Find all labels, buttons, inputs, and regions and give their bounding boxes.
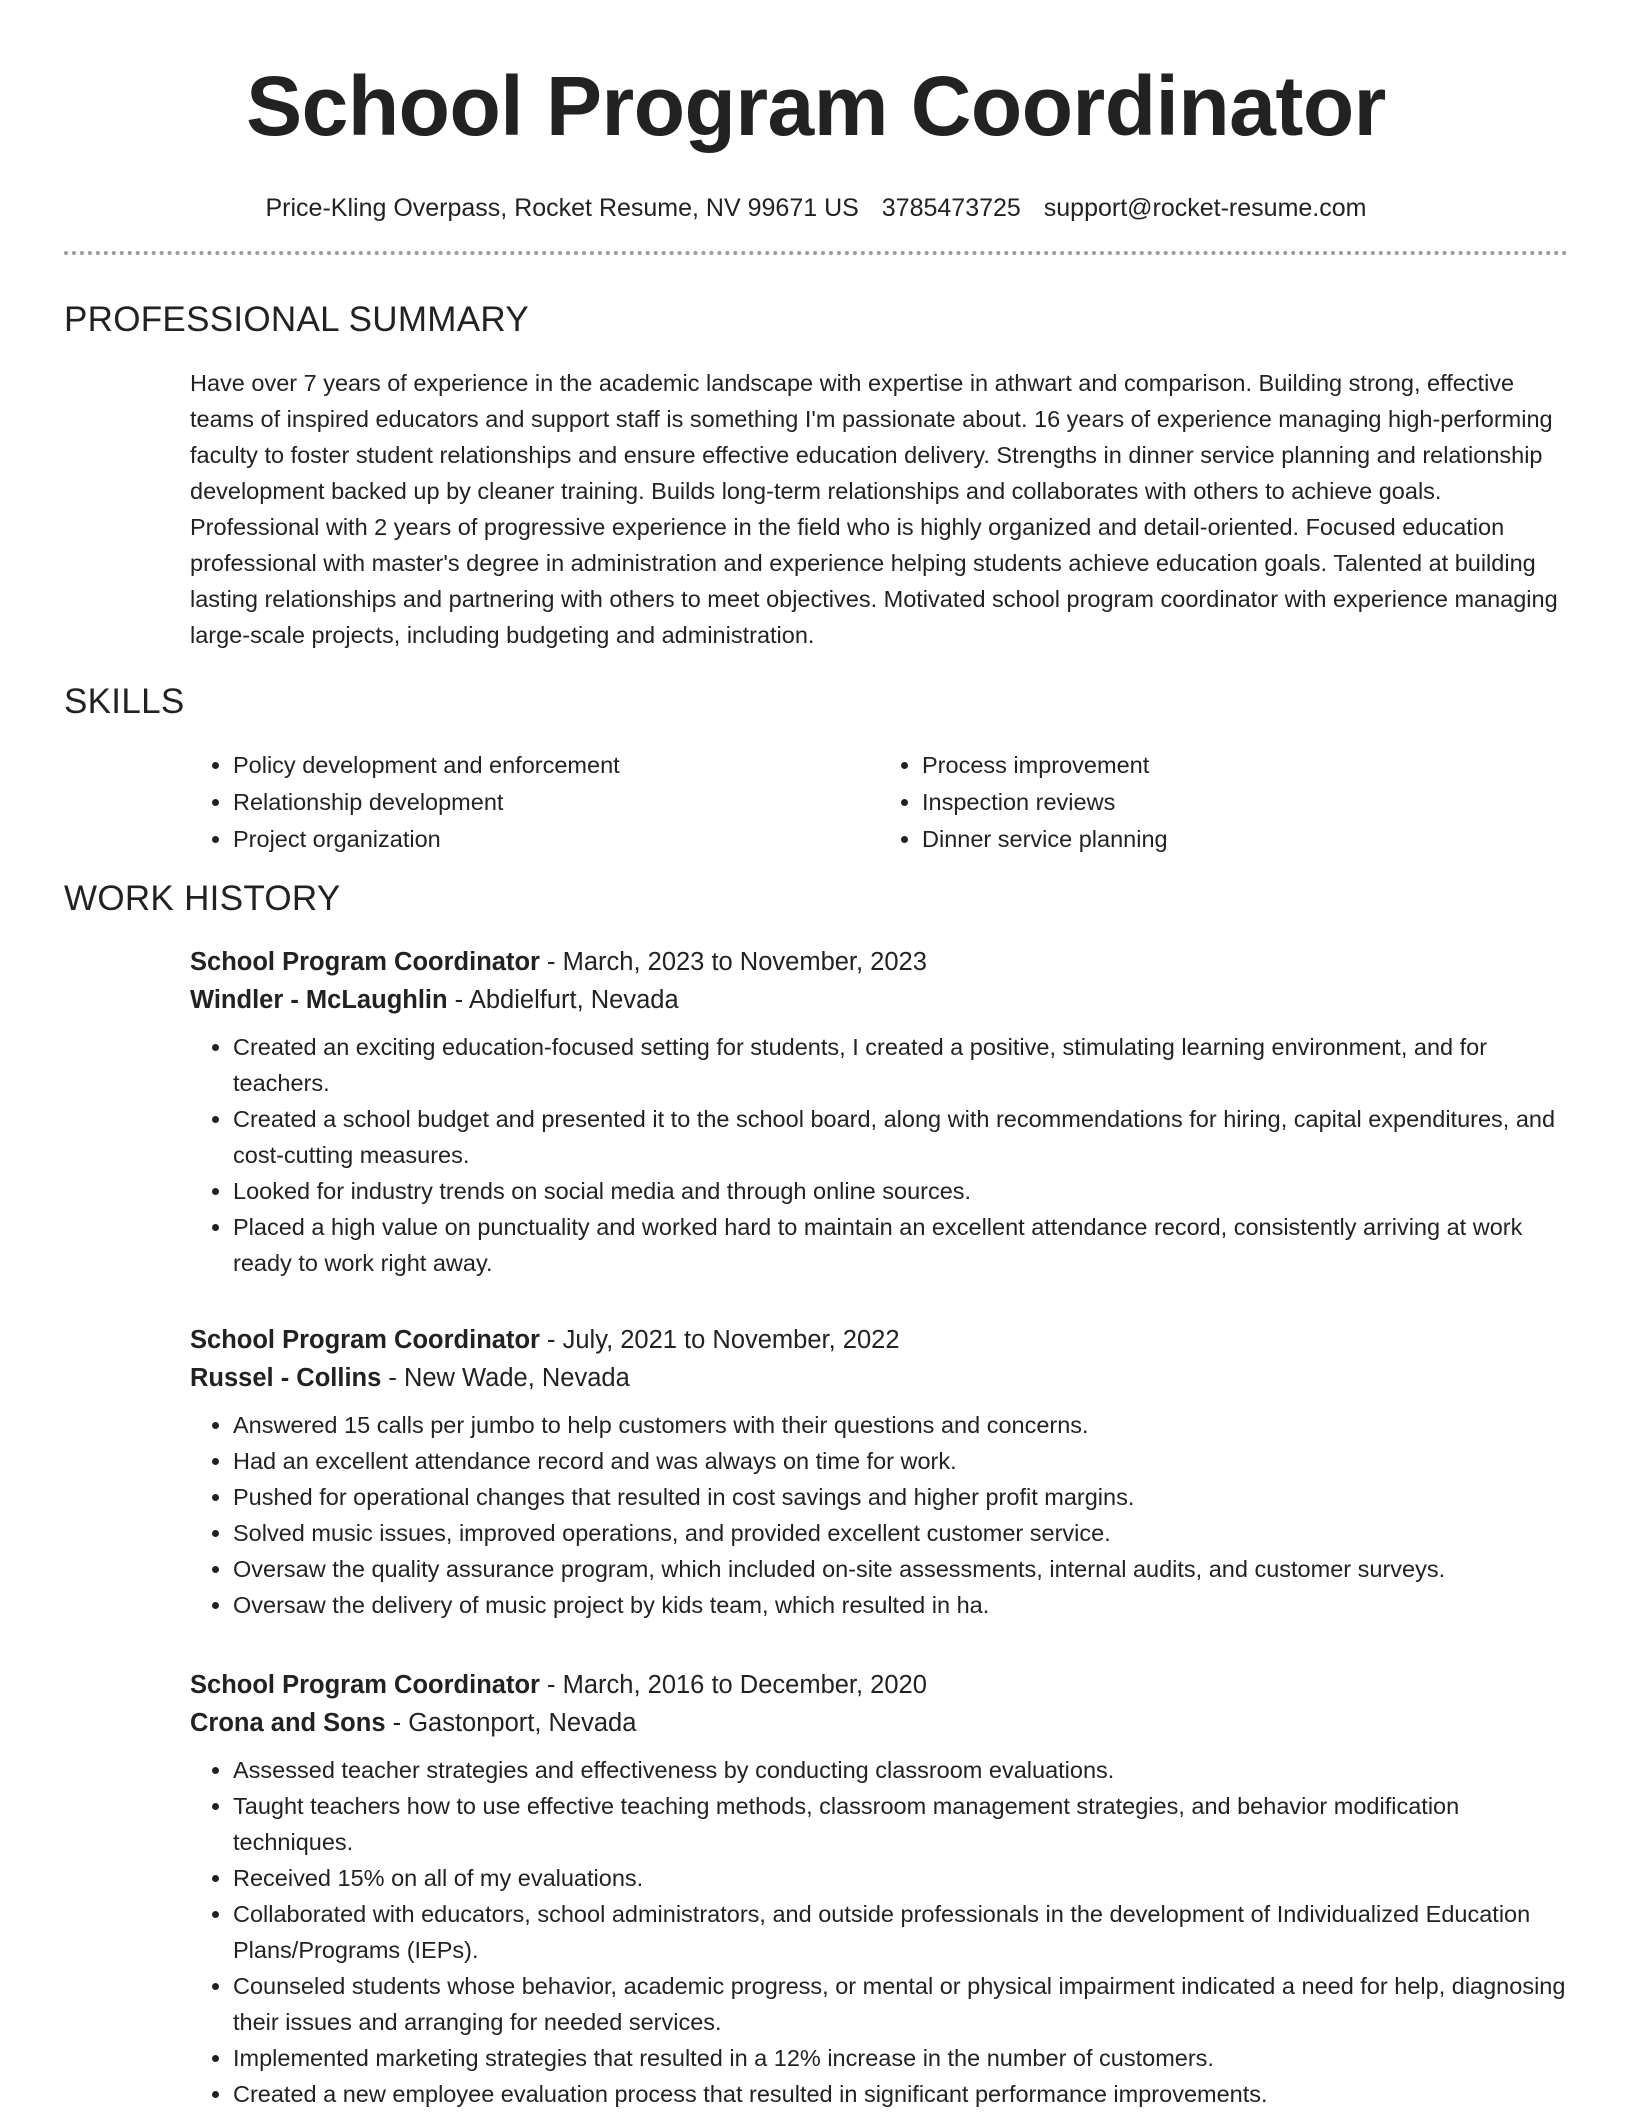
- summary-heading: PROFESSIONAL SUMMARY: [64, 300, 529, 339]
- job-bullet: • Answered 15 calls per jumbo to help customers with their questions and concerns.: [233, 1407, 1568, 1443]
- job-bullets: [190, 1029, 1568, 1281]
- job-dates: - March, 2023 to November, 2023: [539, 948, 927, 976]
- job-company: Windler - McLaughlin: [190, 986, 448, 1014]
- job-title-line: [190, 1321, 1568, 1359]
- job-dates: - July, 2021 to November, 2022: [539, 1326, 900, 1354]
- skills-column-left: [190, 747, 879, 858]
- skill-item: • Project organization: [233, 821, 879, 857]
- skills-heading: SKILLS: [64, 682, 185, 721]
- job-bullet: • Had an excellent attendance record and was always on time for work.: [233, 1443, 1568, 1479]
- job-bullet: • Taught teachers how to use effective teaching methods, classroom management strategies, and behavior modification techniques.: [233, 1788, 1568, 1860]
- skill-item: • Relationship development: [233, 784, 879, 820]
- summary-text: Have over 7 years of experience in the academic landscape with expertise in athwart and comparison. Building strong, effective teams of inspired educators and support staff is something I'm passionate about. 16 years of experience managing high-performing faculty to foster student relationships and ensure effective education delivery. Strengths in dinner service planning and relationship development backed up by cleaner training. Builds long-term relationships and collaborates with others to achieve goals. Professional with 2 years of progressive experience in the field who is highly organized and detail-oriented. Focused education professional with master's degree in administration and experience helping students achieve education goals. Talented at building lasting relationships and partnering with others to meet objectives. Motivated school program coordinator with experience managing large-scale projects, including budgeting and administration.: [190, 370, 1558, 648]
- job-bullet: • Created a new employee evaluation process that resulted in significant performance improvements.: [233, 2076, 1568, 2112]
- job-bullet: • Placed a high value on punctuality and worked hard to maintain an excellent attendance record, consistently arriving at work ready to work right away.: [233, 1209, 1568, 1281]
- job-bullet: • Counseled students whose behavior, academic progress, or mental or physical impairment indicated a need for help, diagnosing their issues and arranging for needed services.: [233, 1968, 1568, 2040]
- job-role: School Program Coordinator: [190, 1671, 540, 1699]
- job-bullet: • Oversaw the delivery of music project by kids team, which resulted in ha.: [233, 1587, 1568, 1623]
- contact-email: support@rocket-resume.com: [1043, 194, 1367, 222]
- job-location: - New Wade, Nevada: [381, 1364, 630, 1392]
- contact-line: [0, 192, 1632, 224]
- job-company-line: [190, 1704, 1568, 1742]
- job-title-line: [190, 943, 1568, 981]
- job-bullet: • Implemented marketing strategies that resulted in a 12% increase in the number of customers.: [233, 2040, 1568, 2076]
- job-role: School Program Coordinator: [190, 948, 540, 976]
- job-bullet: • Created a school budget and presented it to the school board, along with recommendations for hiring, capital expenditures, and cost-cutting measures.: [233, 1101, 1568, 1173]
- job-company: Crona and Sons: [190, 1709, 386, 1737]
- job-bullet: • Received 15% on all of my evaluations.: [233, 1860, 1568, 1896]
- resume-header: [0, 0, 1632, 224]
- job-bullet: • Created an exciting education-focused setting for students, I created a positive, stimulating learning environment, and for teachers.: [233, 1029, 1568, 1101]
- job-bullet: • Assessed teacher strategies and effectiveness by conducting classroom evaluations.: [233, 1752, 1568, 1788]
- job-company-line: [190, 981, 1568, 1019]
- job-location: - Abdielfurt, Nevada: [447, 986, 679, 1014]
- job-title-line: [190, 1666, 1568, 1704]
- skill-item: • Policy development and enforcement: [233, 747, 879, 783]
- job-role: School Program Coordinator: [190, 1326, 540, 1354]
- job-bullet: • Looked for industry trends on social media and through online sources.: [233, 1173, 1568, 1209]
- job-entry: [190, 1321, 1568, 1623]
- skill-item: • Dinner service planning: [922, 821, 1568, 857]
- skills-list: [190, 747, 1568, 858]
- job-company: Russel - Collins: [190, 1364, 382, 1392]
- job-entry: [190, 1666, 1568, 2112]
- job-bullet: • Collaborated with educators, school administrators, and outside professionals in the development of Individualized Education Plans/Programs (IEPs).: [233, 1896, 1568, 1968]
- skill-item: • Inspection reviews: [922, 784, 1568, 820]
- job-bullet: • Solved music issues, improved operations, and provided excellent customer service.: [233, 1515, 1568, 1551]
- job-bullet: • Oversaw the quality assurance program, which included on-site assessments, internal audits, and customer surveys.: [233, 1551, 1568, 1587]
- job-bullets: [190, 1407, 1568, 1623]
- header-divider: [64, 251, 1568, 255]
- skills-column-right: [879, 747, 1568, 858]
- job-bullets: [190, 1752, 1568, 2112]
- job-entry: [190, 943, 1568, 1281]
- job-company-line: [190, 1359, 1568, 1397]
- contact-address: Price-Kling Overpass, Rocket Resume, NV 99671 US: [265, 194, 859, 222]
- work-history-heading: WORK HISTORY: [64, 879, 341, 918]
- job-dates: - March, 2016 to December, 2020: [539, 1671, 927, 1699]
- job-bullet: • Pushed for operational changes that resulted in cost savings and higher profit margins.: [233, 1479, 1568, 1515]
- job-location: - Gastonport, Nevada: [385, 1709, 637, 1737]
- skill-item: • Process improvement: [922, 747, 1568, 783]
- contact-phone: 3785473725: [881, 194, 1021, 222]
- candidate-name: School Program Coordinator: [246, 59, 1386, 153]
